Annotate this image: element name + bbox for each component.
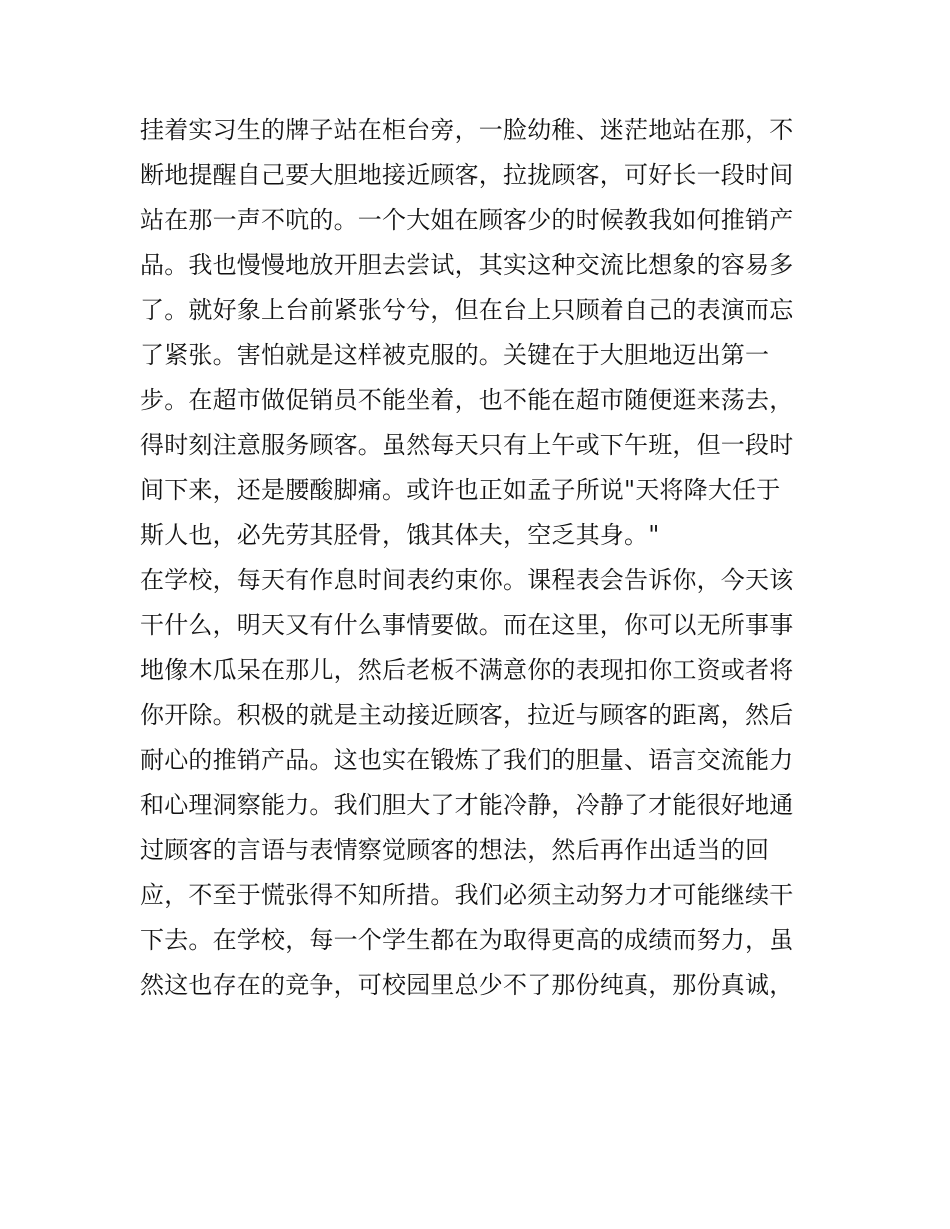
text-line: 你开除。积极的就是主动接近顾客，拉近与顾客的距离，然后	[140, 701, 794, 729]
text-line: 干什么，明天又有什么事情要做。而在这里，你可以无所事事	[140, 611, 794, 639]
text-line: 下去。在学校，每一个学生都在为取得更高的成绩而努力，虽	[140, 926, 794, 954]
text-line: 和心理洞察能力。我们胆大了才能冷静，冷静了才能很好地通	[140, 791, 794, 819]
text-line: 了。就好象上台前紧张兮兮，但在台上只顾着自己的表演而忘	[140, 296, 794, 324]
text-line: 过顾客的言语与表情察觉顾客的想法，然后再作出适当的回	[140, 836, 770, 864]
text-line: 应，不至于慌张得不知所措。我们必须主动努力才可能继续干	[140, 881, 794, 909]
text-line: 步。在超市做促销员不能坐着，也不能在超市随便逛来荡去，	[140, 386, 794, 414]
text-line: 间下来，还是腰酸脚痛。或许也正如孟子所说"天将降大任于	[140, 476, 781, 504]
text-line: 断地提醒自己要大胆地接近顾客，拉拢顾客，可好长一段时间	[140, 161, 794, 189]
text-line: 得时刻注意服务顾客。虽然每天只有上午或下午班，但一段时	[140, 431, 794, 459]
text-line: 斯人也，必先劳其胫骨，饿其体夫，空乏其身。"	[140, 521, 660, 549]
body-text	[140, 108, 812, 1008]
paragraph-1	[140, 108, 812, 558]
text-line: 了紧张。害怕就是这样被克服的。关键在于大胆地迈出第一	[140, 341, 770, 369]
text-line: 地像木瓜呆在那儿，然后老板不满意你的表现扣你工资或者将	[140, 656, 794, 684]
paragraph-2	[140, 558, 812, 1008]
text-line: 然这也存在的竞争，可校园里总少不了那份纯真，那份真诚，	[140, 971, 794, 999]
text-line: 品。我也慢慢地放开胆去尝试，其实这种交流比想象的容易多	[140, 251, 794, 279]
text-line: 在学校，每天有作息时间表约束你。课程表会告诉你，今天该	[140, 566, 794, 594]
text-line: 站在那一声不吭的。一个大姐在顾客少的时候教我如何推销产	[140, 206, 794, 234]
text-line: 耐心的推销产品。这也实在锻炼了我们的胆量、语言交流能力	[140, 746, 794, 774]
text-line: 挂着实习生的牌子站在柜台旁，一脸幼稚、迷茫地站在那，不	[140, 116, 794, 144]
